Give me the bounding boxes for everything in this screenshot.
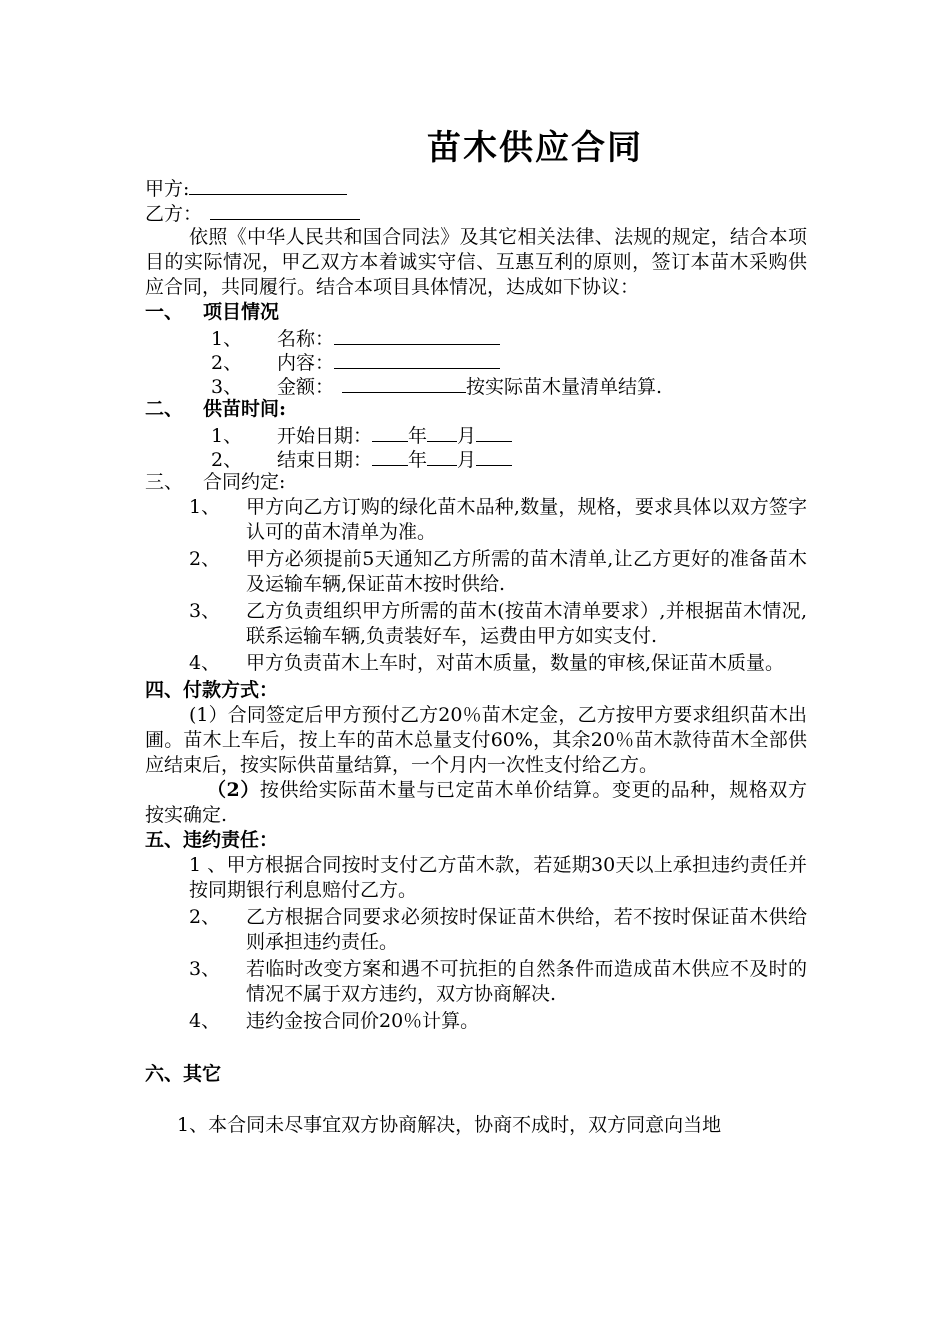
s2-start-label: 开始日期： [277,425,373,447]
s1-amount-label: 金额： [277,376,335,398]
party-a-label: 甲方: [145,178,190,200]
s1-name-blank[interactable] [334,325,500,345]
party-b-line [145,200,807,225]
s2-end-year-blank[interactable] [372,446,408,466]
intro-paragraph: 依照《中华人民共和国合同法》及其它相关法律、法规的规定，结合本项目的实际情况，甲乙双方本着诚实守信、互惠互利的原则，签订本苗木采购供应合同，共同履行。结合本项目具体情况，达成如下协议： [145,226,807,298]
s2-end-row [145,446,807,470]
s1-amount-blank[interactable] [342,373,466,393]
s5-item [189,905,807,955]
section-3-number: 三、 [145,471,184,493]
s1-amount-note: 按实际苗木量清单结算. [466,376,663,398]
s1-content-row [145,349,807,373]
s1-content-blank[interactable] [334,349,500,369]
party-b-label: 乙方： [145,203,203,225]
party-b-blank[interactable] [210,200,360,220]
s4-paragraph-1: (1）合同签定后甲方预付乙方20％苗木定金，乙方按甲方要求组织苗木出圃。苗木上车后，按上车的苗木总量支付60%，其余20％苗木款待苗木全部供应结束后，按实际供苗量结算，一个月内一次性支付给乙方。 [145,704,807,776]
s2-start-row [145,422,807,446]
s5-item [189,1009,807,1034]
s2-end-num: 2、 [211,449,243,471]
s5-item-first: 1 、甲方根据合同按时支付乙方苗木款，若延期30天以上承担违约责任并按同期银行利息赔付乙方。 [189,854,807,901]
s3-item [189,599,807,649]
s2-end-label: 结束日期： [277,449,373,471]
s6-paragraph-1: 1、本合同未尽事宜双方协商解决，协商不成时，双方同意向当地 [177,1114,722,1136]
party-a-line [145,175,807,200]
s2-end-month-blank[interactable] [427,446,457,466]
section-2-title: 供苗时间: [203,398,287,420]
s3-item-number: 3、 [189,600,221,622]
s5-item [189,957,807,1007]
s2-end-day-blank[interactable] [476,446,512,466]
s5-item-text: 若临时改变方案和遇不可抗拒的自然条件而造成苗木供应不及时的情况不属于双方违约，双方协商解决. [246,958,807,1005]
s1-name-num: 1、 [211,328,243,350]
section-3-title: 合同约定: [203,471,286,493]
s5-item-text: 乙方根据合同要求必须按时保证苗木供给，若不按时保证苗木供给则承担违约责任。 [246,906,807,953]
s3-item [189,651,807,676]
spacer [145,1087,807,1113]
s3-item-text: 甲方负责苗木上车时，对苗木质量，数量的审核,保证苗木质量。 [246,652,785,674]
s2-start-month-label: 月 [457,425,477,447]
section-4-heading: 四、付款方式： [145,679,279,701]
s1-amount-row [145,373,807,397]
s2-start-year-blank[interactable] [372,422,408,442]
s3-item-text: 甲方向乙方订购的绿化苗木品种,数量，规格，要求具体以双方签字认可的苗木清单为准。 [246,496,807,543]
s5-item-text: 违约金按合同价20％计算。 [246,1010,480,1032]
s3-item-number: 2、 [189,548,221,570]
s4-paragraph-2-text: 按供给实际苗木量与已定苗木单价结算。变更的品种，规格双方按实确定. [145,779,807,826]
document-body [145,175,807,1138]
section-1-title: 项目情况 [203,301,280,323]
s5-item-number: 2、 [189,906,221,928]
s2-start-month-blank[interactable] [427,422,457,442]
s2-start-num: 1、 [211,425,243,447]
section-2-number: 二、 [145,398,184,420]
s2-start-year-label: 年 [408,425,428,447]
s5-item-number: 3、 [189,958,221,980]
section-2-heading [145,397,807,422]
spacer [145,1036,807,1062]
s2-end-year-label: 年 [408,449,428,471]
s3-item-text: 乙方负责组织甲方所需的苗木(按苗木清单要求）,并根据苗木情况,联系运输车辆,负责装好车，运费由甲方如实支付. [246,600,807,647]
s3-item-number: 4、 [189,652,221,674]
s3-item [189,547,807,597]
section-1-number: 一、 [145,301,184,323]
section-6-heading: 六、其它 [145,1063,222,1085]
party-a-blank[interactable] [189,175,347,195]
s5-item-number: 4、 [189,1010,221,1032]
s1-content-label: 内容： [277,352,335,374]
document-title: 苗木供应合同 [427,128,643,168]
s4-paragraph-2 [145,778,807,828]
s3-item-text: 甲方必须提前5天通知乙方所需的苗木清单,让乙方更好的准备苗木及运输车辆,保证苗木按时供给. [246,548,807,595]
s2-end-month-label: 月 [457,449,477,471]
s1-amount-num: 3、 [211,376,243,398]
section-5-heading: 五、违约责任： [145,829,279,851]
section-3-heading [145,470,807,495]
s3-item [189,495,807,545]
s2-start-day-blank[interactable] [476,422,512,442]
section-1-heading [145,300,807,325]
s1-name-row [145,325,807,349]
s3-item-number: 1、 [189,496,221,518]
s1-content-num: 2、 [211,352,243,374]
s1-name-label: 名称： [277,328,335,350]
s4-paragraph-2-number: （2） [207,779,260,801]
